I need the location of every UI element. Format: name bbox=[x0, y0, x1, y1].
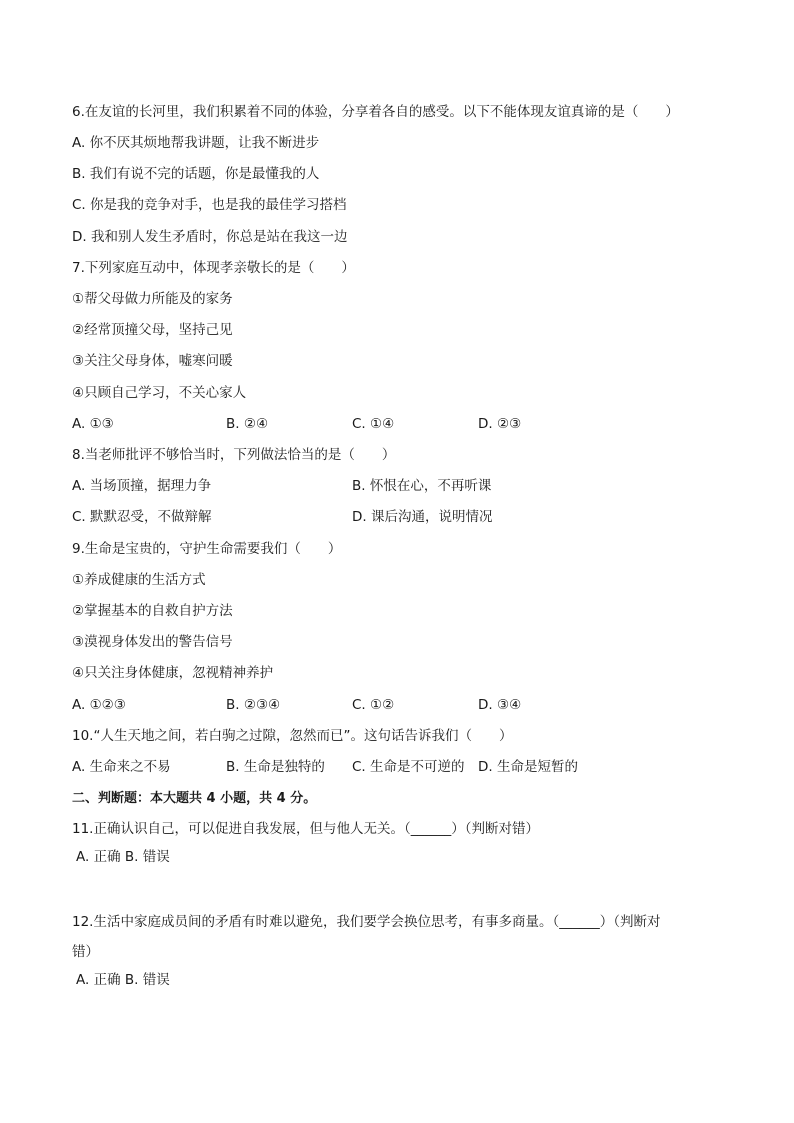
q9-option-a: A. ①②③ bbox=[72, 697, 126, 713]
q7-option-d: D. ②③ bbox=[478, 416, 522, 432]
q6-stem: 6.在友谊的长河里，我们积累着不同的体验，分享着各自的感受。以下不能体现友谊真谛的是（ ） bbox=[72, 104, 679, 120]
q8-option-b: B. 怀恨在心，不再听课 bbox=[352, 478, 492, 494]
q7-statement-3: ③关注父母身体，嘘寒问暖 bbox=[72, 353, 233, 369]
q7-statement-1: ①帮父母做力所能及的家务 bbox=[72, 291, 233, 307]
q10-option-d: D. 生命是短暂的 bbox=[478, 759, 578, 775]
q6-option-c: C. 你是我的竞争对手，也是我的最佳学习搭档 bbox=[72, 197, 347, 213]
q9-option-d: D. ③④ bbox=[478, 697, 522, 713]
q7-option-a: A. ①③ bbox=[72, 416, 114, 432]
q7-option-b: B. ②④ bbox=[226, 416, 269, 432]
q8-option-a: A. 当场顶撞，据理力争 bbox=[72, 478, 212, 494]
q6-option-a: A. 你不厌其烦地帮我讲题，让我不断进步 bbox=[72, 135, 320, 151]
q7-statement-2: ②经常顶撞父母，坚持己见 bbox=[72, 322, 233, 338]
q8-option-c: C. 默默忍受，不做辩解 bbox=[72, 509, 212, 525]
q9-statement-1: ①养成健康的生活方式 bbox=[72, 572, 206, 588]
q12-stem-line-1: 12.生活中家庭成员间的矛盾有时难以避免，我们要学会换位思考，有事多商量。（______）（判断对 bbox=[72, 914, 661, 930]
q7-stem: 7.下列家庭互动中，体现孝亲敬长的是（ ） bbox=[72, 260, 355, 276]
q9-statement-2: ②掌握基本的自救自护方法 bbox=[72, 603, 233, 619]
q7-option-c: C. ①④ bbox=[352, 416, 395, 432]
q6-option-b: B. 我们有说不完的话题，你是最懂我的人 bbox=[72, 166, 320, 182]
q9-option-b: B. ②③④ bbox=[226, 697, 281, 713]
q8-stem: 8.当老师批评不够恰当时，下列做法恰当的是（ ） bbox=[72, 447, 396, 463]
q10-option-b: B. 生命是独特的 bbox=[226, 759, 325, 775]
q12-options: A. 正确 B. 错误 bbox=[76, 972, 170, 988]
q6-option-d: D. 我和别人发生矛盾时，你总是站在我这一边 bbox=[72, 229, 348, 245]
q11-stem: 11.正确认识自己，可以促进自我发展，但与他人无关。（______）（判断对错） bbox=[72, 821, 539, 837]
q10-stem: 10.“人生天地之间，若白驹之过隙，忽然而已”。这句话告诉我们（ ） bbox=[72, 728, 513, 744]
section-heading-judgment: 二、判断题：本大题共 4 小题，共 4 分。 bbox=[72, 791, 317, 806]
q7-statement-4: ④只顾自己学习，不关心家人 bbox=[72, 385, 247, 401]
q10-option-a: A. 生命来之不易 bbox=[72, 759, 171, 775]
q9-statement-3: ③漠视身体发出的警告信号 bbox=[72, 634, 233, 650]
q9-option-c: C. ①② bbox=[352, 697, 395, 713]
q12-stem-line-2: 错） bbox=[72, 944, 99, 960]
q9-stem: 9.生命是宝贵的，守护生命需要我们（ ） bbox=[72, 541, 342, 557]
q9-statement-4: ④只关注身体健康，忽视精神养护 bbox=[72, 665, 274, 681]
q10-option-c: C. 生命是不可逆的 bbox=[352, 759, 465, 775]
q8-option-d: D. 课后沟通，说明情况 bbox=[352, 509, 493, 525]
q11-options: A. 正确 B. 错误 bbox=[76, 849, 170, 865]
